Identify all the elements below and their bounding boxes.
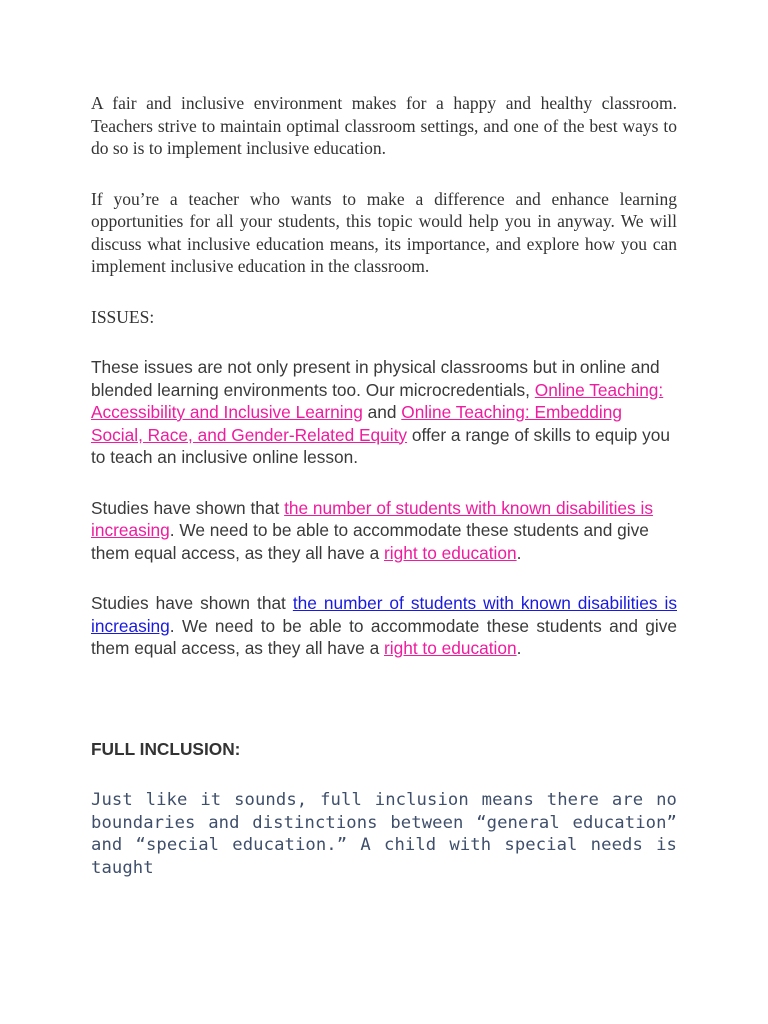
issues-label: ISSUES: — [91, 306, 155, 327]
studies-paragraph-2 — [91, 592, 677, 660]
issues-text-1: These issues are not only present in physical classrooms but in online and blended learning environments too. Our microcredentials, — [91, 357, 660, 400]
online-teaching-accessibility-link[interactable]: Online Teaching: Accessibility and Inclusive Learning — [91, 379, 664, 422]
studies1-text-3: . — [516, 542, 522, 563]
right-to-education-link[interactable]: right to education — [384, 542, 517, 563]
issues-text-2: and — [362, 402, 402, 422]
intro-paragraph-2: If you’re a teacher who wants to make a difference and enhance learning opportunities for all your students, this topic would help you in anyway. We will discuss what inclusive education means, its importance, and explore how you can implement inclusive education in the classroom. — [91, 188, 677, 276]
issues-text-3: offer a range of skills to equip you to teach an inclusive online lesson. — [91, 424, 670, 467]
studies2-text-3: . — [516, 638, 522, 658]
studies2-text-2: . We need to be able to accommodate these students and give them equal access, as they all have a — [91, 615, 677, 658]
studies1-text-1: Studies have shown that — [91, 497, 285, 518]
right-to-education-link-2[interactable]: right to education — [384, 638, 517, 658]
online-teaching-equity-link[interactable]: Online Teaching: Embedding Social, Race, and Gender-Related Equity — [91, 402, 622, 445]
studies1-text-2: . We need to be able to accommodate these students and give them equal access, as they all have a — [91, 520, 649, 563]
full-inclusion-paragraph: Just like it sounds, full inclusion means there are no boundaries and distinctions between “general education” and “special education.” A child with special needs is taught — [91, 790, 677, 878]
students-disabilities-link[interactable]: the number of students with known disabilities is increasing — [91, 497, 653, 540]
document-page — [91, 92, 677, 879]
full-inclusion-heading: FULL INCLUSION: — [91, 738, 241, 759]
issues-paragraph — [91, 356, 677, 469]
students-disabilities-link-blue[interactable]: the number of students with known disabilities is increasing — [91, 593, 677, 636]
studies-paragraph-1 — [91, 497, 677, 565]
studies2-text-1: Studies have shown that — [91, 593, 293, 613]
intro-paragraph-1: A fair and inclusive environment makes for a happy and healthy classroom. Teachers strive to maintain optimal classroom settings, and one of the best ways to do so is to implement inclusive education. — [91, 93, 677, 158]
